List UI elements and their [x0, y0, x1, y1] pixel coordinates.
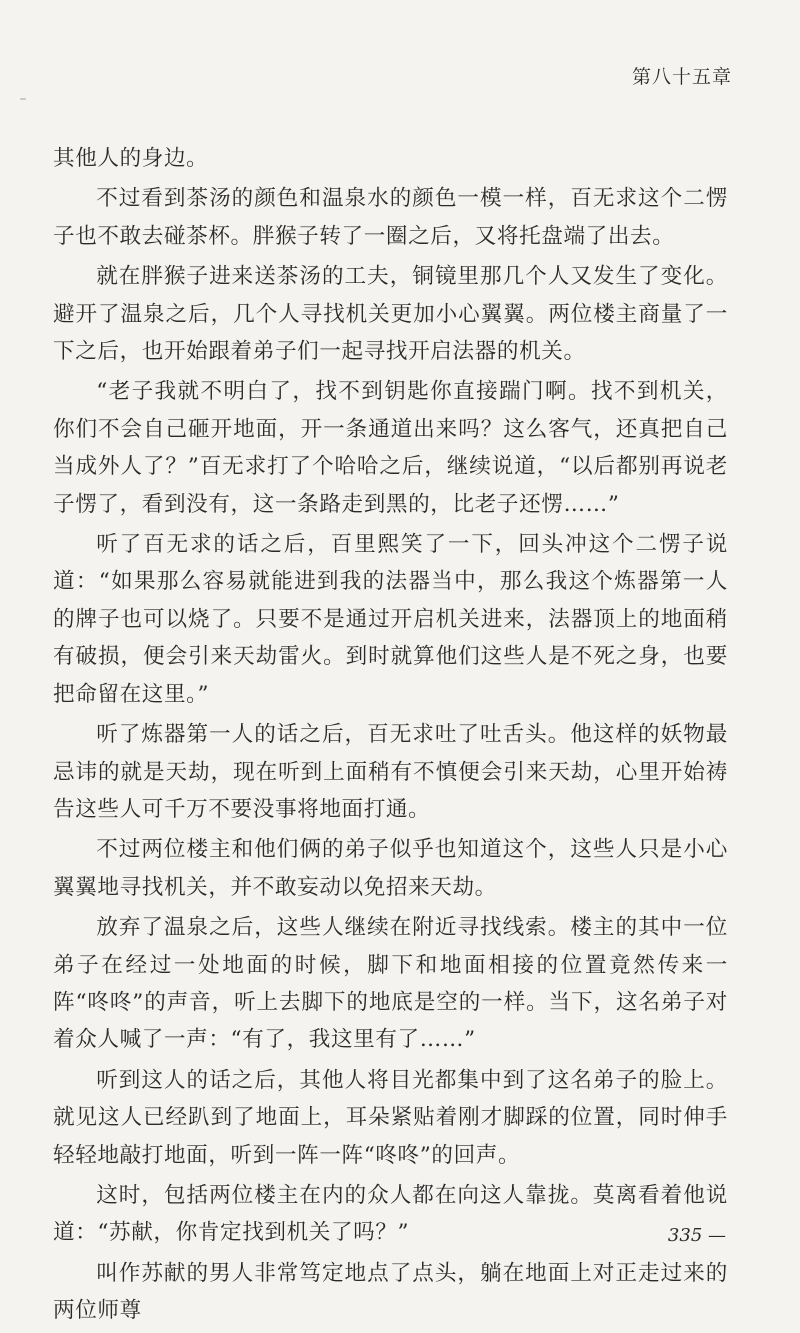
- paragraph-continued: 其他人的身边。: [53, 146, 209, 171]
- paragraph: 听到这人的话之后，其他人将目光都集中到了这名弟子的脸上。就见这人已经趴到了地面上，耳朵紧贴着刚才脚踩的位置，同时伸手轻轻地敲打地面，听到一阵一阵“咚咚”的回声。: [53, 1067, 728, 1168]
- paragraph: 就在胖猴子进来送茶汤的工夫，铜镜里那几个人又发生了变化。避开了温泉之后，几个人寻找机关更加小心翼翼。两位楼主商量了一下之后，也开始跟着弟子们一起寻找开启法器的机关。: [53, 264, 728, 365]
- page-number: 335 —: [667, 1225, 726, 1246]
- paragraph: “老子我就不明白了，找不到钥匙你直接踹门啊。找不到机关，你们不会自己砸开地面，开一条通道出来吗？这么客气，还真把自己当成外人了？”百无求打了个哈哈之后，继续说道，“以后都别再说老子愣了，看到没有，这一条路走到黑的，比老子还愣……”: [53, 379, 728, 517]
- paragraph: 不过看到茶汤的颜色和温泉水的颜色一模一样，百无求这个二愣子也不敢去碰茶杯。胖猴子转了一圈之后，又将托盘端了出去。: [53, 186, 728, 249]
- paragraph: 不过两位楼主和他们俩的弟子似乎也知道这个，这些人只是小心翼翼地寻找机关，并不敢妄动以免招来天劫。: [53, 837, 728, 900]
- paragraph: 叫作苏献的男人非常笃定地点了点头，躺在地面上对正走过来的两位师尊: [53, 1260, 728, 1324]
- paragraph: 听了百无求的话之后，百里熙笑了一下，回头冲这个二愣子说道：“如果那么容易就能进到我的法器当中，那么我这个炼器第一人的牌子也可以烧了。只要不是通过开启机关进来，法器顶上的地面稍有破损，便会引来天劫雷火。到时就算他们这些人是不死之身，也要把命留在这里。”: [53, 532, 728, 707]
- paragraph: 放弃了温泉之后，这些人继续在附近寻找线索。楼主的其中一位弟子在经过一处地面的时候，脚下和地面相接的位置竟然传来一阵“咚咚”的声音，听上去脚下的地底是空的一样。当下，这名弟子对着众人喊了一声：“有了，我这里有了……”: [53, 915, 728, 1053]
- paragraph: 这时，包括两位楼主在内的众人都在向这人靠拢。莫离看着他说道：“苏献，你肯定找到机关了吗？”: [53, 1182, 728, 1246]
- chapter-running-head: 第八十五章: [631, 66, 732, 88]
- scan-speck: [20, 98, 26, 100]
- body-text: [53, 140, 728, 1333]
- paragraph: 听了炼器第一人的话之后，百无求吐了吐舌头。他这样的妖物最忌讳的就是天劫，现在听到上面稍有不慎便会引来天劫，心里开始祷告这些人可千万不要没事将地面打通。: [53, 722, 728, 822]
